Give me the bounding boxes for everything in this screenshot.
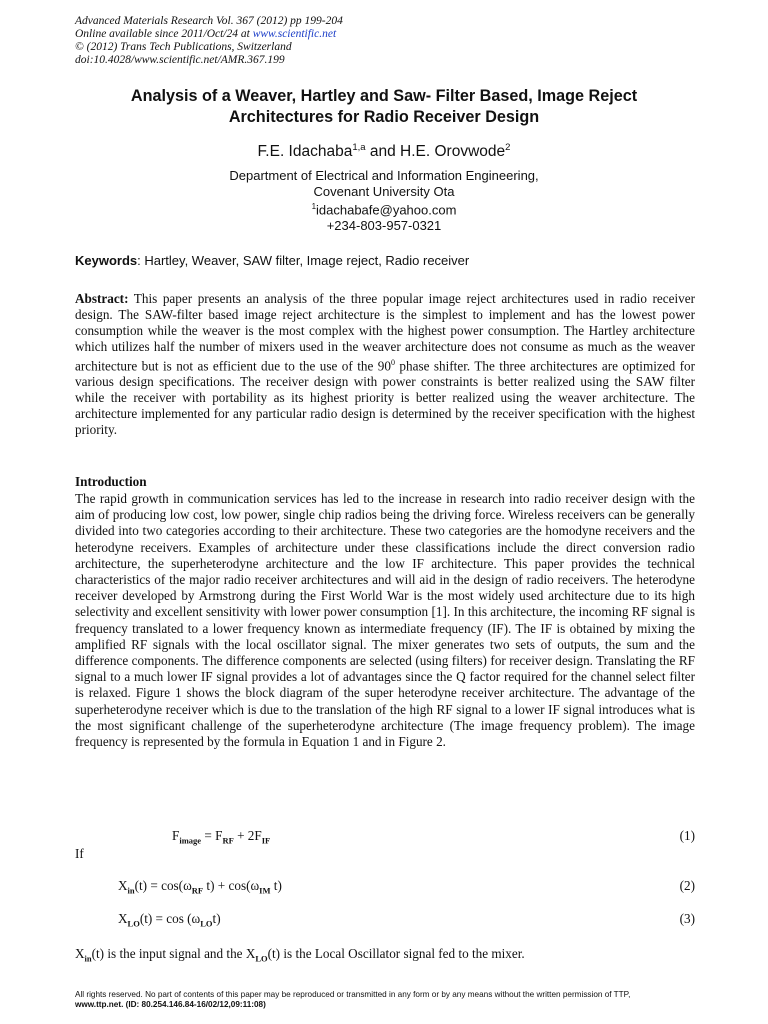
author-phone: +234-803-957-0321 (326, 218, 442, 234)
keywords-label: Keywords (75, 253, 138, 268)
equation-3-number: (3) (679, 911, 695, 926)
journal-citation: Advanced Materials Research Vol. 367 (2012) pp 199-204 (75, 15, 343, 27)
copyright-line: © (2012) Trans Tech Publications, Switzerland (75, 41, 292, 53)
department: Department of Electrical and Information Engineering, (229, 168, 539, 183)
equation-2-number: (2) (679, 878, 695, 893)
author-1-affiliation-mark: 1,a (352, 142, 366, 153)
author-2: H.E. Orovwode (400, 143, 506, 161)
equation-2: $X_{in}(t) = \cos(\omega_{RF}$ $t) + \cos(\omega_{IM}$ t) (118, 878, 282, 896)
keywords-text: : Hartley, Weaver, SAW filter, Image reject, Radio receiver (137, 253, 470, 268)
university: Covenant University Ota (313, 183, 455, 199)
equation-3: $X_{LO}(t) = \cos (\omega_{LO}t)$ (118, 911, 221, 929)
journal-header (75, 15, 343, 67)
equation-1: $F_{image} = F_{RF} + 2F_{IF}$ (172, 828, 271, 846)
if-word: If (75, 846, 84, 861)
introduction-body: The rapid growth in communication services has led to the increase in research into radio receiver design with the aim of producing low cost, low power, single chip radios being the driving force. Wireless receivers can be generally divided into two categories according to their architecture. These two categories are the homodyne receivers and the heterodyne receivers. Examples of architecture under these classifications include the direct conversion radio architecture, the superheterodyne architecture and the low IF architecture. This paper provides the technical characteristics of the major radio receiver architectures and will aid in the design of radio receivers. The heterodyne receiver developed by Armstrong during the First World War is the most widely used architecture due to its high selectivity and excellent sensitivity with lower power consumption [1]. In this architecture, the incoming RF signal is frequency translated to a lower frequency known as intermediate frequency (IF). The IF is obtained by mixing the amplified RF signals with the local oscillator signal. The mixer generates two sets of outputs, the sum and the difference components. The difference components are selected (using filters) for receiver design. Translating the RF signal to a much lower IF signal provides a lot of advantages since the Q factor required for the channel select filter is relaxed. Figure 1 shows the block diagram of the super heterodyne receiver architecture. The advantage of the superheterodyne receiver which is due to the translation of the high RF signal to a lower IF signal introduces what is the most significant challenge of the superheterodyne architecture (The image frequency problem). The image frequency is represented by the formula in Equation 1 and in Figure 2. (75, 491, 695, 750)
introduction-heading: Introduction (75, 474, 147, 489)
signal-definition: $X_{in}(t)$ is the input signal and the $X_{LO}(t)$ is the Local Oscillator signal fed to the mixer. (75, 946, 525, 964)
online-availability: Online available since 2011/Oct/24 at www.scientific.net (75, 28, 337, 40)
author-list: F.E. Idachaba$^{1,a}$ and H.E. Orovwode$^2$ (257, 142, 511, 161)
abstract: Abstract: This paper presents an analysis of the three popular image reject architectures used in radio receiver design. The SAW-filter based image reject architecture is the simplest to implement and has the lowest power consumption while the weaver is the most complex with the highest power consumption. The Hartley architecture which utilizes half the number of mixers used in the weaver architecture does not consume as much as the weaver architecture but is not as efficient due to the use of the $90^0$ phase shifter. The three architectures are optimized for various design specifications. The receiver design with power constraints is better realized using the SAW filter while the receiver with portability as its highest priority is better realized using the weaver architecture. The architecture implemented for any particular radio design is determined by the receiver specification with the highest priority. (75, 291, 695, 437)
affiliation (60, 168, 708, 234)
paper-title: Analysis of a Weaver, Hartley and Saw- Filter Based, Image Reject Architectures for Radio Receiver Design (130, 87, 638, 126)
author-1: F.E. Idachaba (257, 143, 353, 161)
scientific-net-link[interactable]: www.scientific.net (252, 28, 337, 40)
doi-line: doi:10.4028/www.scientific.net/AMR.367.199 (75, 54, 285, 66)
rights-footer: All rights reserved. No part of contents of this paper may be reproduced or transmitted in any form or by any means without the written permission of TTP, www.ttp.net. (ID: 80.254.146.84-16/02/12,09:11:08) (75, 990, 631, 1009)
author-email: $^1$idachabafe@yahoo.com (311, 202, 457, 218)
author-2-affiliation-mark: 2 (505, 142, 511, 153)
keywords (75, 253, 469, 268)
equation-1-number: (1) (679, 828, 695, 843)
abstract-label: Abstract: (75, 291, 129, 306)
